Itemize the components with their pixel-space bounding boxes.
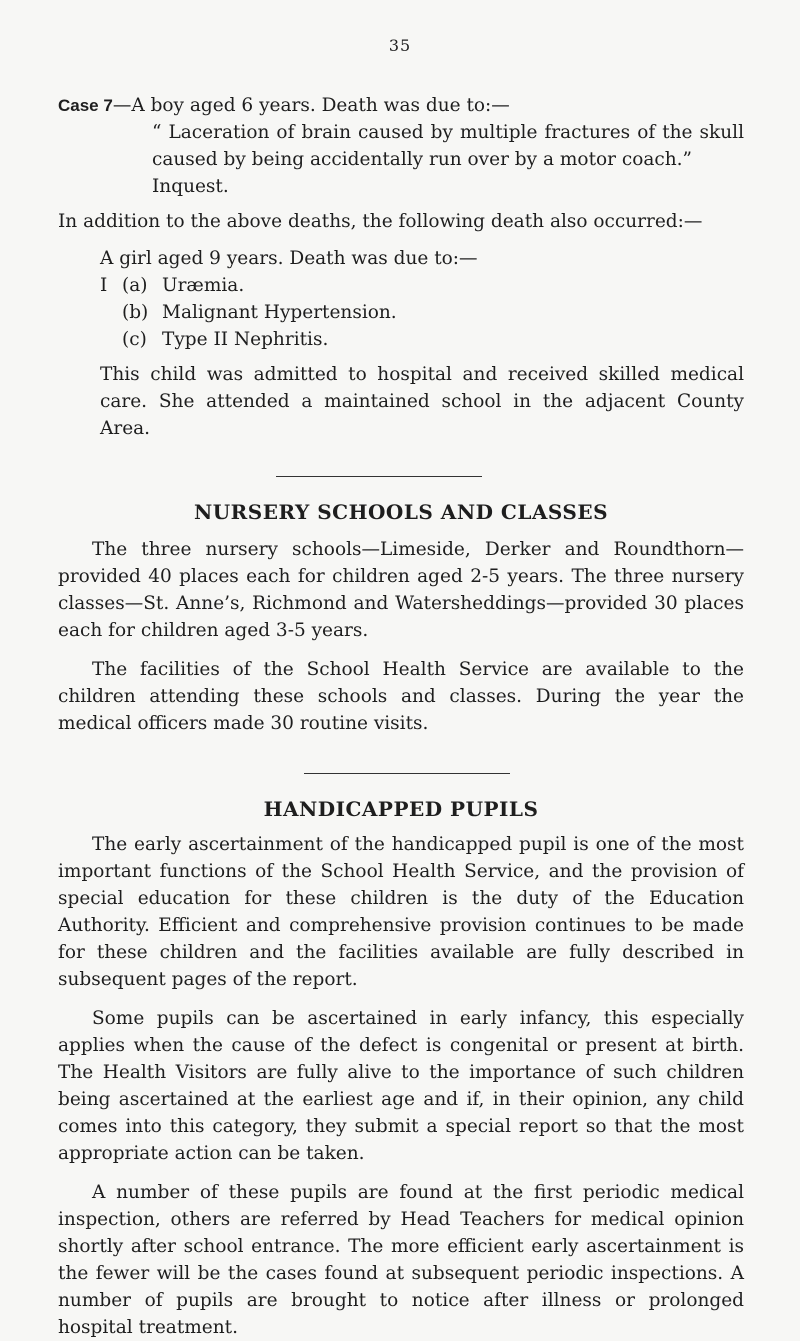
case-7-quote: “ Laceration of brain caused by multiple fractures of the skull caused by being accidentally run over by a motor coach.” (152, 122, 744, 170)
handicapped-heading: HANDICAPPED PUPILS (263, 797, 539, 821)
page-content (58, 92, 744, 1341)
nursery-paragraph-1: The three nursery schools—Limeside, Derker and Roundthorn—provided 40 places each for children aged 2-5 years. The three nursery classes—St. Anne’s, Richmond and Watersheddings—provided 30 places each for children aged 3-5 years. (58, 539, 744, 641)
nursery-paragraph-2: The facilities of the School Health Service are available to the children attending these schools and classes. During the year the medical officers made 30 routine visits. (58, 659, 744, 734)
addition-paragraph: In addition to the above deaths, the following death also occurred:— (58, 211, 703, 232)
cause-item-a (100, 272, 744, 299)
page-number: 35 (388, 36, 412, 55)
girl-case-intro: A girl aged 9 years. Death was due to:— (100, 248, 478, 269)
cause-item-b-text: Malignant Hypertension. (162, 302, 397, 323)
handicapped-paragraph-1: The early ascertainment of the handicapped pupil is one of the most important functions of the School Health Service, and the provision of special education for these children is the duty of the Education Authority. Efficient and comprehensive provision continues to be made for these children and the facilities available are fully described in subsequent pages of the report. (58, 834, 744, 990)
case-7-details (58, 119, 744, 200)
section-divider (276, 476, 482, 477)
cause-item-c-letter: (c) (122, 329, 147, 350)
case-7-intro (58, 92, 744, 119)
cause-item-c (100, 326, 744, 353)
cause-item-a-letter: (a) (122, 275, 148, 296)
nursery-heading: NURSERY SCHOOLS AND CLASSES (193, 500, 609, 524)
cause-item-b-letter: (b) (122, 302, 149, 323)
cause-item-b (100, 299, 744, 326)
cause-item-a-text: Uræmia. (162, 275, 245, 296)
handicapped-paragraph-2: Some pupils can be ascertained in early infancy, this especially applies when the cause of the defect is congenital or present at birth. The Health Visitors are fully alive to the importance of such children being ascertained at the earliest age and if, in their opinion, any child comes into this category, they submit a special report so that the most appropriate action can be taken. (58, 1008, 744, 1164)
girl-case (58, 245, 744, 442)
girl-case-note: This child was admitted to hospital and received skilled medical care. She attended a maintained school in the adjacent County Area. (100, 364, 744, 439)
case-7-intro-text: —A boy aged 6 years. Death was due to:— (112, 95, 510, 116)
case-7-label: Case 7 (58, 96, 113, 115)
case-7-verdict: Inquest. (152, 176, 229, 197)
section-divider (304, 773, 510, 774)
handicapped-paragraph-3: A number of these pupils are found at the first periodic medical inspection, others are referred by Head Teachers for medical opinion shortly after school entrance. The more efficient early ascertainment is the fewer will be the cases found at subsequent periodic inspections. A number of pupils are brought to notice after illness or prolonged hospital treatment. (58, 1182, 744, 1338)
cause-item-c-text: Type II Nephritis. (162, 329, 329, 350)
cause-item-a-num: I (100, 275, 108, 296)
